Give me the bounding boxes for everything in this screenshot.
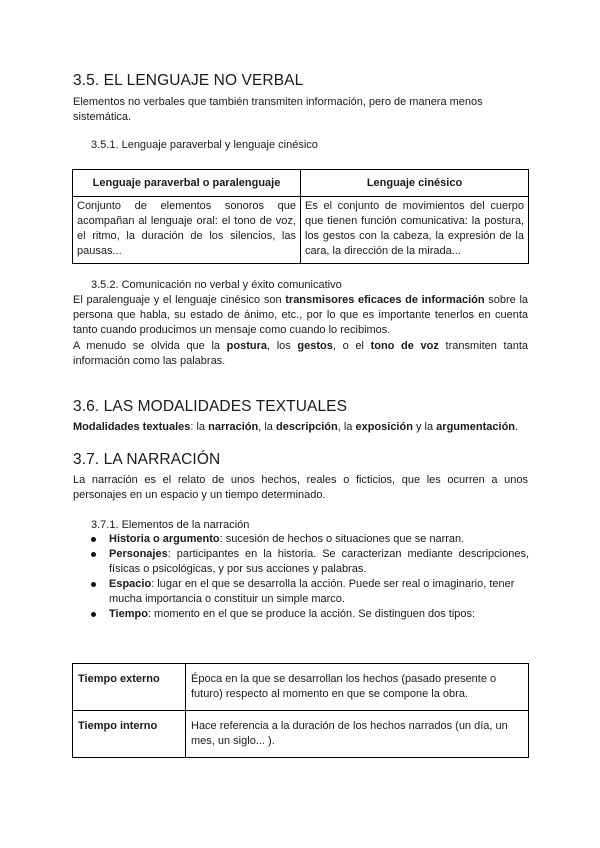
- bullet-icon: [91, 552, 96, 557]
- modalidades-line: [73, 420, 533, 435]
- paragraph-postura: [73, 339, 528, 369]
- bold-text: Historia o argumento: [109, 533, 220, 545]
- text: A menudo se olvida que la: [73, 340, 227, 352]
- table-row: [73, 711, 529, 758]
- list-item: [89, 577, 529, 607]
- table-header-row: [73, 170, 529, 197]
- list-item: [89, 547, 529, 577]
- time-internal-text: Hace referencia a la duración de los hechos narrados (un día, un mes, un siglo... ).: [186, 711, 529, 758]
- bold-text: Modalidades textuales: [73, 421, 191, 433]
- section-3-5-intro: Elementos no verbales que también transmiten información, pero de manera menos sistemática.: [73, 96, 483, 123]
- bold-text: narración: [208, 421, 259, 433]
- text: : sucesión de hechos o situaciones que se narran.: [219, 533, 465, 545]
- text: y la: [412, 421, 437, 433]
- text: , los: [267, 340, 298, 352]
- text: : la: [190, 421, 209, 433]
- text: : participantes en la historia. Se caracterizan mediante descripciones, físicas o psicológicas, y por sus acciones y palabras.: [109, 548, 529, 575]
- bold-text: exposición: [355, 421, 413, 433]
- text: El paralenguaje y el lenguaje cinésico son: [73, 294, 286, 306]
- time-types-table: [72, 663, 529, 758]
- bold-text: postura: [226, 340, 267, 352]
- bold-text: gestos: [297, 340, 333, 352]
- bold-text: Espacio: [109, 578, 152, 590]
- text: sobre la persona que habla, su estado de ánimo, etc., por lo que es importante tenerlos en cuenta tanto cuando producimos un mensaje como cuando lo recibimos.: [73, 294, 529, 336]
- table-header-kinesic: Lenguaje cinésico: [301, 170, 529, 197]
- time-external-text: Época en la que se desarrollan los hechos (pasado presente o futuro) respecto al momento en que se compone la obra.: [186, 664, 529, 711]
- section-heading-3-7: 3.7. LA NARRACIÓN: [73, 451, 221, 468]
- narration-elements-list: [89, 532, 529, 622]
- subheading-3-5-2: 3.5.2. Comunicación no verbal y éxito comunicativo: [91, 279, 342, 291]
- bullet-icon: [91, 612, 96, 617]
- text: transmiten tanta información como las palabras.: [73, 340, 528, 367]
- subheading-3-7-1: 3.7.1. Elementos de la narración: [91, 519, 250, 531]
- list-item: [89, 607, 529, 622]
- text: , la: [258, 421, 276, 433]
- section-heading-3-5: 3.5. EL LENGUAJE NO VERBAL: [73, 72, 304, 89]
- text: , la: [337, 421, 356, 433]
- bold-text: Tiempo: [109, 608, 148, 620]
- subheading-3-5-1: 3.5.1. Lenguaje paraverbal y lenguaje cinésico: [91, 139, 318, 151]
- bold-text: tono de voz: [370, 340, 439, 352]
- bold-text: argumentación: [436, 421, 516, 433]
- list-item: [89, 532, 529, 547]
- bold-text: transmisores eficaces de información: [285, 294, 485, 306]
- paraverbal-kinesic-table: [72, 169, 529, 264]
- section-heading-3-6: 3.6. LAS MODALIDADES TEXTUALES: [73, 398, 348, 415]
- bold-text: Personajes: [109, 548, 168, 560]
- paragraph-transmisores: [73, 293, 528, 338]
- bold-text: descripción: [275, 421, 338, 433]
- bullet-icon: [91, 582, 96, 587]
- text: .: [515, 421, 519, 433]
- time-external-label: Tiempo externo: [73, 664, 186, 711]
- table-cell-paraverbal: Conjunto de elementos sonoros que acompañan al lenguaje oral: el tono de voz, el ritmo, la duración de los silencios, las pausas...: [73, 197, 301, 264]
- table-cell-kinesic: Es el conjunto de movimientos del cuerpo que tienen función comunicativa: la postura, los gestos con la cabeza, la expresión de la cara, la dirección de la mirada...: [301, 197, 529, 264]
- table-header-paraverbal: Lenguaje paraverbal o paralenguaje: [73, 170, 301, 197]
- text: : lugar en el que se desarrolla la acción. Puede ser real o imaginario, tener mucha importancia o constituir un simple marco.: [109, 578, 515, 605]
- table-row: [73, 197, 529, 264]
- bullet-icon: [91, 537, 96, 542]
- table-row: [73, 664, 529, 711]
- text: : momento en el que se produce la acción. Se distinguen dos tipos:: [147, 608, 476, 620]
- time-internal-label: Tiempo interno: [73, 711, 186, 758]
- text: , o el: [332, 340, 371, 352]
- section-3-7-intro: La narración es el relato de unos hechos, reales o ficticios, que les ocurren a unos personajes en un espacio y un tiempo determinado.: [73, 474, 528, 501]
